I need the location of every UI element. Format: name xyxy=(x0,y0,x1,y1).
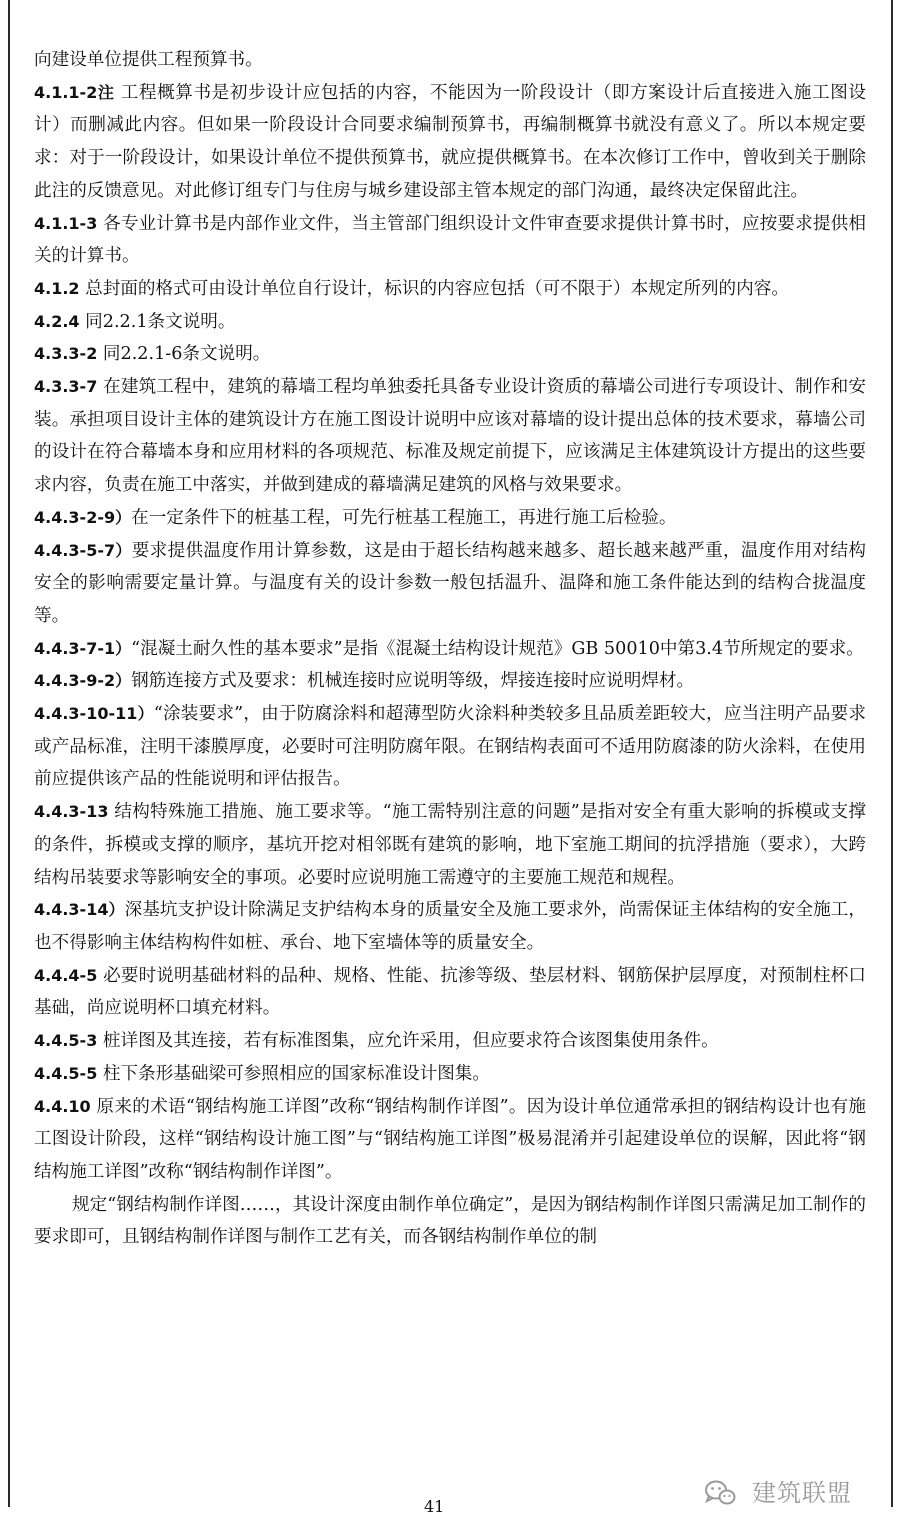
clause-paragraph xyxy=(34,502,866,535)
clause-paragraph xyxy=(34,796,866,894)
clause-number: 4.4.4-5 xyxy=(34,965,98,985)
clause-text: “涂装要求”，由于防腐涂料和超薄型防火涂料种类较多且品质差距较大，应当注明产品要求或产品标准，注明干漆膜厚度，必要时可注明防腐年限。在钢结构表面可不适用防腐漆的防火涂料，在使用前应提供该产品的性能说明和评估报告。 xyxy=(34,704,866,790)
clause-number: 4.1.1-3 xyxy=(34,213,98,233)
clause-text: 同2.2.1条文说明。 xyxy=(79,311,236,332)
clause-paragraph xyxy=(34,77,866,208)
clause-number: 4.3.3-2 xyxy=(34,344,98,364)
watermark xyxy=(704,1478,884,1507)
clause-number: 4.4.5-3 xyxy=(34,1031,98,1051)
clause-text: 规定“钢结构制作详图……，其设计深度由制作单位确定”，是因为钢结构制作详图只需满足加工制作的要求即可，且钢结构制作详图与制作工艺有关，而各钢结构制作单位的制 xyxy=(34,1194,866,1248)
clause-paragraph xyxy=(34,894,866,959)
page-border-right xyxy=(891,0,893,1507)
watermark-text: 建筑联盟 xyxy=(752,1479,852,1507)
clause-text: 结构特殊施工措施、施工要求等。“施工需特别注意的问题”是指对安全有重大影响的拆模或支撑的条件，拆模或支撑的顺序，基坑开挖对相邻既有建筑的影响，地下室施工期间的抗浮措施（要求），大跨结构吊装要求等影响安全的事项。必要时应说明施工需遵守的主要施工规范和规程。 xyxy=(34,802,866,888)
clause-paragraph xyxy=(34,273,866,306)
clause-text: 必要时说明基础材料的品种、规格、性能、抗渗等级、垫层材料、钢筋保护层厚度，对预制柱杯口基础，尚应说明杯口填充材料。 xyxy=(34,965,866,1019)
clause-number: 4.4.3-2-9） xyxy=(34,507,132,527)
clause-text: 原来的术语“钢结构施工详图”改称“钢结构制作详图”。因为设计单位通常承担的钢结构设计也有施工图设计阶段，这样“钢结构设计施工图”与“钢结构施工详图”极易混淆并引起建设单位的误解，因此将“钢结构施工详图”改称“钢结构制作详图”。 xyxy=(34,1096,866,1182)
clause-paragraph xyxy=(34,1091,866,1189)
clause-paragraph xyxy=(34,665,866,698)
clause-paragraph xyxy=(34,960,866,1025)
clause-text: 在建筑工程中，建筑的幕墙工程均单独委托具备专业设计资质的幕墙公司进行专项设计、制作和安装。承担项目设计主体的建筑设计方在施工图设计说明中应该对幕墙的设计提出总体的技术要求，幕墙公司的设计在符合幕墙本身和应用材料的各项规范、标准及规定前提下，应该满足主体建筑设计方提出的这些要求内容，负责在施工中落实，并做到建成的幕墙满足建筑的风格与效果要求。 xyxy=(34,377,866,496)
clause-paragraph xyxy=(34,208,866,273)
clause-number: 4.4.3-9-2） xyxy=(34,671,132,691)
clause-number: 4.1.1-2注 xyxy=(34,82,115,102)
clause-text: 在一定条件下的桩基工程，可先行桩基工程施工，再进行施工后检验。 xyxy=(131,507,677,528)
clause-number: 4.4.3-10-11） xyxy=(34,704,154,724)
clause-text: 深基坑支护设计除满足支护结构本身的质量安全及施工要求外，尚需保证主体结构的安全施工，也不得影响主体结构构件如桩、承台、地下室墙体等的质量安全。 xyxy=(34,900,866,953)
clause-number: 4.1.2 xyxy=(34,278,80,298)
clause-paragraph xyxy=(34,535,866,633)
clause-text: 向建设单位提供工程预算书。 xyxy=(34,50,263,70)
document-body xyxy=(34,44,866,1254)
clause-text: 同2.2.1-6条文说明。 xyxy=(97,344,271,365)
clause-paragraph xyxy=(34,44,866,77)
clause-number: 4.3.3-7 xyxy=(34,377,98,397)
clause-paragraph xyxy=(34,1025,866,1058)
clause-text: 柱下条形基础梁可参照相应的国家标准设计图集。 xyxy=(97,1063,490,1084)
clause-number: 4.4.3-7-1） xyxy=(34,638,132,658)
clause-number: 4.4.5-5 xyxy=(34,1063,98,1083)
clause-text: “混凝土耐久性的基本要求”是指《混凝土结构设计规范》GB 50010中第3.4节所规定的要求。 xyxy=(131,638,864,659)
clause-paragraph xyxy=(34,633,866,666)
clause-number: 4.4.3-13 xyxy=(34,802,109,822)
clause-number: 4.2.4 xyxy=(34,311,80,331)
page-border-left xyxy=(8,0,10,1507)
clause-text: 各专业计算书是内部作业文件，当主管部门组织设计文件审查要求提供计算书时，应按要求提供相关的计算书。 xyxy=(34,213,866,267)
clause-text: 工程概算书是初步设计应包括的内容，不能因为一阶段设计（即方案设计后直接进入施工图设计）而删减此内容。但如果一阶段设计合同要求编制预算书，再编制概算书就没有意义了。所以本规定要求：对于一阶段设计，如果设计单位不提供预算书，就应提供概算书。在本次修订工作中，曾收到关于删除此注的反馈意见。对此修订组专门与住房与城乡建设部主管本规定的部门沟通，最终决定保留此注。 xyxy=(34,82,866,201)
clause-paragraph xyxy=(34,371,866,502)
clause-text: 总封面的格式可由设计单位自行设计，标识的内容应包括（可不限于）本规定所列的内容。 xyxy=(79,278,789,299)
clause-number: 4.4.3-14） xyxy=(34,900,125,920)
clause-paragraph xyxy=(34,338,866,371)
clause-text: 钢筋连接方式及要求：机械连接时应说明等级，焊接连接时应说明焊材。 xyxy=(131,671,695,692)
clause-paragraph xyxy=(34,1058,866,1091)
page-number: 41 xyxy=(424,1497,445,1516)
clause-text: 桩详图及其连接，若有标准图集，应允许采用，但应要求符合该图集使用条件。 xyxy=(97,1031,719,1052)
clause-paragraph xyxy=(34,698,866,796)
clause-paragraph xyxy=(34,1189,866,1254)
clause-text: 要求提供温度作用计算参数，这是由于超长结构越来越多、超长越来越严重，温度作用对结构安全的影响需要定量计算。与温度有关的设计参数一般包括温升、温降和施工条件能达到的结构合拢温度等。 xyxy=(34,540,866,626)
clause-number: 4.4.3-5-7） xyxy=(34,540,132,560)
wechat-icon xyxy=(704,1478,736,1507)
clause-number: 4.4.10 xyxy=(34,1096,91,1116)
clause-paragraph xyxy=(34,306,866,339)
